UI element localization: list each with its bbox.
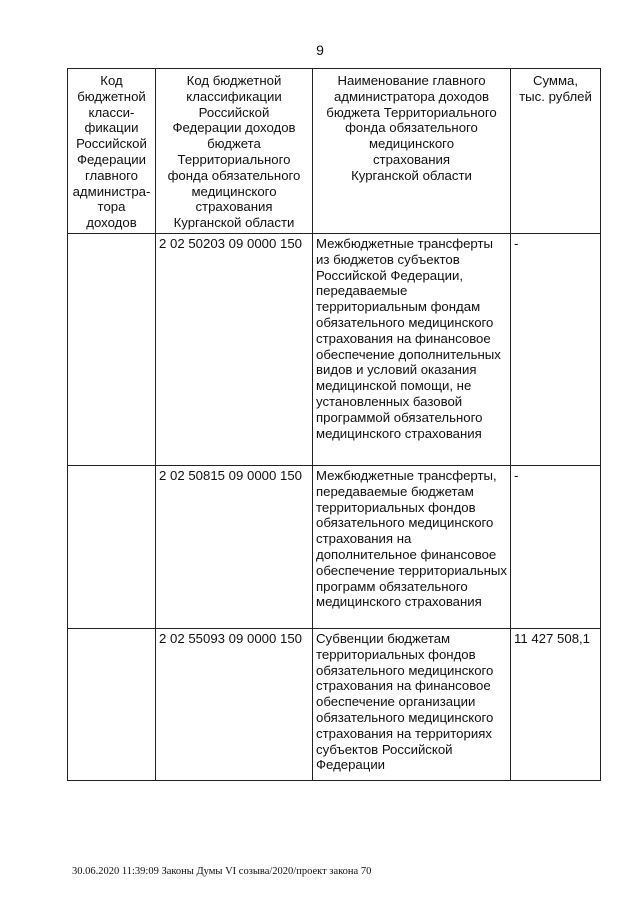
- budget-code-cell: 2 02 55093 09 0000 150: [156, 628, 313, 780]
- header-admin-code: Код бюджетной класси- фикации Российской Федерации главного администра- тора доходов: [68, 69, 156, 234]
- admin-code-cell: [68, 465, 156, 628]
- table-row: [68, 233, 601, 465]
- budget-code-cell: 2 02 50815 09 0000 150: [156, 465, 313, 628]
- revenue-name-cell: Межбюджетные трансферты из бюджетов субъектов Российской Федерации, передаваемые территориальным фондам обязательного медицинского страхования на финансовое обеспечение дополнительных видов и условий оказания медицинской помощи, не установленных базовой программой обязательного медицинского страхования: [313, 233, 511, 465]
- revenue-table: [67, 68, 601, 781]
- sum-cell: 11 427 508,1: [511, 628, 601, 780]
- admin-code-cell: [68, 628, 156, 780]
- sum-cell: -: [511, 465, 601, 628]
- header-administrator-name: Наименование главного администратора доходов бюджета Территориального фонда обязательного медицинского страхования Курганской области: [313, 69, 511, 234]
- revenue-name-cell: Субвенции бюджетам территориальных фондов обязательного медицинского страхования на финансовое обеспечение организации обязательного медицинского страхования на территориях субъектов Российской Федерации: [313, 628, 511, 780]
- sum-cell: -: [511, 233, 601, 465]
- revenue-name-cell: Межбюджетные трансферты, передаваемые бюджетам территориальных фондов обязательного медицинского страхования на дополнительное финансовое обеспечение территориальных программ обязательного медицинского страхования: [313, 465, 511, 628]
- table-row: [68, 628, 601, 780]
- header-sum: Сумма, тыс. рублей: [511, 69, 601, 234]
- table-row: [68, 465, 601, 628]
- table-header-row: [68, 69, 601, 234]
- page-number: 9: [316, 42, 324, 58]
- budget-code-cell: 2 02 50203 09 0000 150: [156, 233, 313, 465]
- header-budget-code: Код бюджетной классификации Российской Федерации доходов бюджета Территориального фонда обязательного медицинского страхования Курганской области: [156, 69, 313, 234]
- document-footer: 30.06.2020 11:39:09 Законы Думы VI созыва/2020/проект закона 70: [72, 866, 372, 877]
- admin-code-cell: [68, 233, 156, 465]
